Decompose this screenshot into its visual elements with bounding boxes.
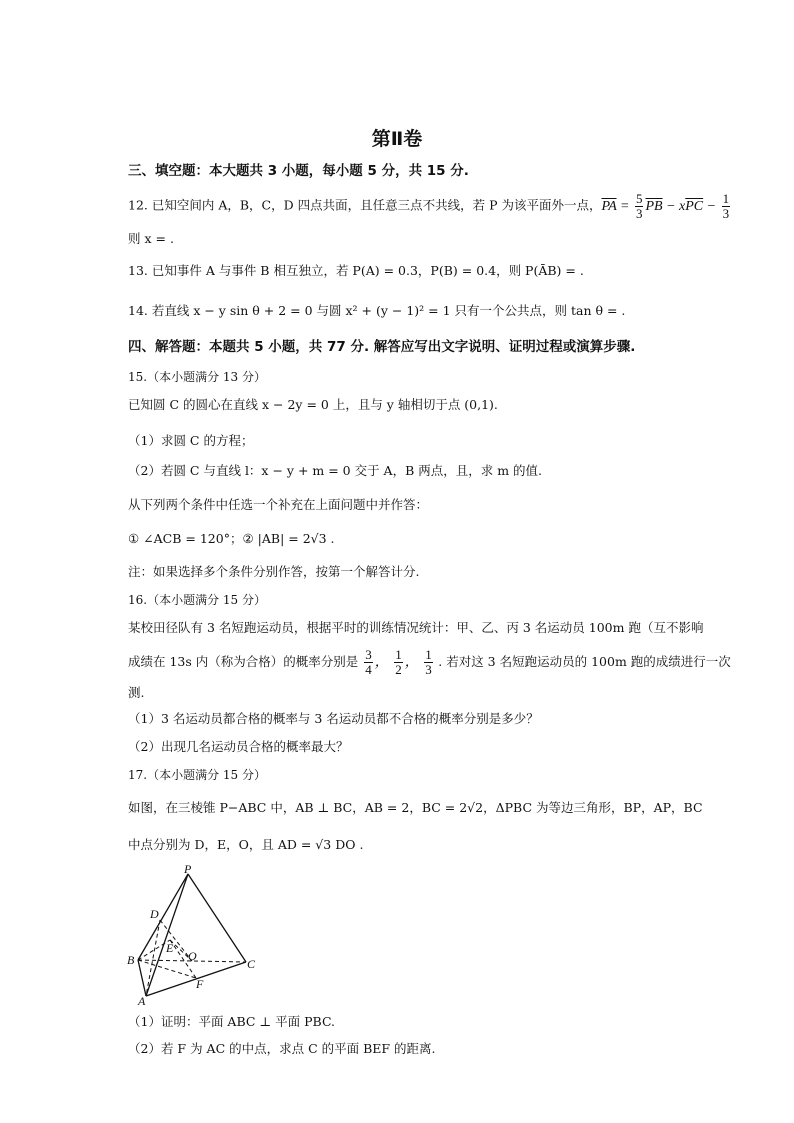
page-title: 第Ⅱ卷 bbox=[371, 128, 423, 150]
label-o: O bbox=[188, 949, 197, 963]
q17-header: 17.（本小题满分 15 分） bbox=[128, 768, 266, 782]
label-c: C bbox=[247, 957, 256, 971]
q16-stem3: 测. bbox=[128, 685, 145, 700]
q16-fractions: $\frac{3}{4}$ ， $\frac{1}{2}$ ， $\frac{1}{3}$ bbox=[365, 647, 432, 678]
q17-stem2: 中点分别为 D，E，O，且 AD = √3 DO . bbox=[128, 837, 364, 852]
q16-header: 16.（本小题满分 15 分） bbox=[128, 593, 266, 607]
label-p: P bbox=[184, 864, 192, 876]
q15-choose: 从下列两个条件中任选一个补充在上面问题中并作答： bbox=[128, 497, 429, 512]
label-e: E bbox=[166, 941, 174, 955]
q17-part1: （1）证明：平面 ABC ⊥ 平面 PBC. bbox=[128, 1014, 336, 1029]
q12-formula: $\overline{PA}$ = $\frac{5}{3}$ $\overline{PB} - x\overline{PC}$ − $\frac{1}{3}$ bbox=[601, 192, 730, 218]
q15-part1: （1）求圆 C 的方程； bbox=[128, 433, 254, 448]
q15-header: 15.（本小题满分 13 分） bbox=[128, 370, 266, 384]
q16-part1: （1）3 名运动员都合格的概率与 3 名运动员都不合格的概率分别是多少？ bbox=[128, 711, 539, 726]
q14: 14. 若直线 x − y sin θ + 2 = 0 与圆 x² + (y − 1)² = 1 只有一个公共点，则 tan θ = . bbox=[128, 303, 626, 318]
q12-line1 bbox=[128, 192, 736, 218]
q16-stem2-tail: . 若对这 3 名短跑运动员的 100m 跑的成绩进行一次 bbox=[438, 654, 731, 669]
q16-stem2-text: 成绩在 13s 内（称为合格）的概率分别是 bbox=[128, 654, 359, 669]
q13: 13. 已知事件 A 与事件 B 相互独立，若 P(A) = 0.3，P(B) = 0.4，则 P(ĀB) = . bbox=[128, 263, 584, 278]
label-b: B bbox=[127, 953, 135, 967]
q12-text: 12. 已知空间内 A，B，C，D 四点共面，且任意三点不共线，若 P 为该平面外一点， bbox=[128, 197, 602, 213]
label-d: D bbox=[150, 907, 159, 921]
pyramid-figure bbox=[126, 864, 262, 1006]
q17-part2: （2）若 F 为 AC 的中点，求点 C 的平面 BEF 的距离. bbox=[128, 1041, 436, 1056]
q15-note: 注：如果选择多个条件分别作答，按第一个解答计分. bbox=[128, 564, 420, 579]
q16-stem1: 某校田径队有 3 名短跑运动员，根据平时的训练情况统计：甲、乙、丙 3 名运动员 100m 跑（互不影响 bbox=[128, 620, 704, 635]
q16-stem2 bbox=[128, 645, 736, 679]
q12-line2: 则 x = . bbox=[128, 231, 174, 246]
q15-stem: 已知圆 C 的圆心在直线 x − 2y = 0 上，且与 y 轴相切于点 (0,1). bbox=[128, 397, 498, 412]
label-f: F bbox=[196, 977, 204, 991]
section4-heading: 四、解答题：本题共 5 小题，共 77 分. 解答应写出文字说明、证明过程或演算步骤. bbox=[128, 339, 636, 355]
q15-part2: （2）若圆 C 与直线 l：x − y + m = 0 交于 A，B 两点，且，求 m 的值. bbox=[128, 463, 543, 478]
label-a: A bbox=[138, 994, 146, 1006]
section3-heading: 三、填空题：本大题共 3 小题，每小题 5 分，共 15 分. bbox=[128, 163, 469, 179]
q15-options: ① ∠ACB = 120°；② |AB| = 2√3 . bbox=[128, 531, 335, 546]
q17-stem1: 如图，在三棱锥 P−ABC 中，AB ⊥ BC，AB = 2，BC = 2√2，ΔPBC 为等边三角形，BP，AP，BC bbox=[128, 800, 703, 815]
q16-part2: （2）出现几名运动员合格的概率最大？ bbox=[128, 739, 349, 754]
